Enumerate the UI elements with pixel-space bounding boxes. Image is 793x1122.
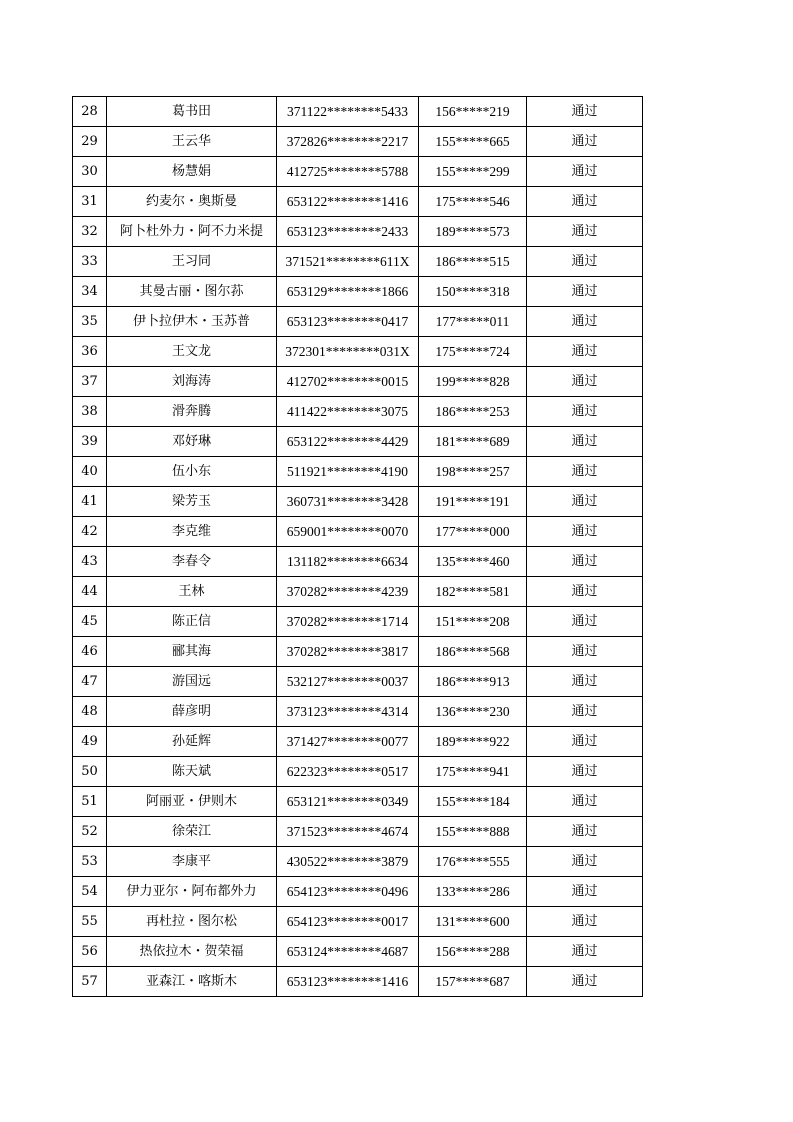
phone-number-cell: 198*****257	[419, 457, 527, 487]
id-number-cell: 653121********0349	[277, 787, 419, 817]
review-result-cell: 通过	[527, 907, 643, 937]
phone-number-cell: 131*****600	[419, 907, 527, 937]
row-number-cell: 52	[73, 817, 107, 847]
table-row	[73, 727, 643, 757]
phone-number-cell: 176*****555	[419, 847, 527, 877]
roster-table	[72, 96, 643, 997]
table-row	[73, 667, 643, 697]
table-row	[73, 967, 643, 997]
review-result-cell: 通过	[527, 397, 643, 427]
table-row	[73, 187, 643, 217]
id-number-cell: 370282********3817	[277, 637, 419, 667]
id-number-cell: 412725********5788	[277, 157, 419, 187]
person-name-cell: 陈天斌	[107, 757, 277, 787]
phone-number-cell: 136*****230	[419, 697, 527, 727]
table-row	[73, 97, 643, 127]
phone-number-cell: 189*****573	[419, 217, 527, 247]
id-number-cell: 653123********0417	[277, 307, 419, 337]
person-name-cell: 其曼古丽・图尔荪	[107, 277, 277, 307]
phone-number-cell: 186*****515	[419, 247, 527, 277]
phone-number-cell: 186*****913	[419, 667, 527, 697]
table-row	[73, 457, 643, 487]
person-name-cell: 伊卜拉伊木・玉苏普	[107, 307, 277, 337]
person-name-cell: 王林	[107, 577, 277, 607]
id-number-cell: 654123********0496	[277, 877, 419, 907]
phone-number-cell: 177*****000	[419, 517, 527, 547]
row-number-cell: 32	[73, 217, 107, 247]
review-result-cell: 通过	[527, 427, 643, 457]
phone-number-cell: 133*****286	[419, 877, 527, 907]
row-number-cell: 51	[73, 787, 107, 817]
person-name-cell: 热依拉木・贺荣福	[107, 937, 277, 967]
id-number-cell: 131182********6634	[277, 547, 419, 577]
review-result-cell: 通过	[527, 307, 643, 337]
phone-number-cell: 155*****665	[419, 127, 527, 157]
id-number-cell: 360731********3428	[277, 487, 419, 517]
row-number-cell: 44	[73, 577, 107, 607]
review-result-cell: 通过	[527, 547, 643, 577]
phone-number-cell: 186*****568	[419, 637, 527, 667]
row-number-cell: 55	[73, 907, 107, 937]
review-result-cell: 通过	[527, 367, 643, 397]
table-row	[73, 817, 643, 847]
review-result-cell: 通过	[527, 637, 643, 667]
person-name-cell: 阿卜杜外力・阿不力米提	[107, 217, 277, 247]
person-name-cell: 伊力亚尔・阿布都外力	[107, 877, 277, 907]
review-result-cell: 通过	[527, 337, 643, 367]
table-row	[73, 157, 643, 187]
phone-number-cell: 155*****888	[419, 817, 527, 847]
person-name-cell: 邓妤琳	[107, 427, 277, 457]
person-name-cell: 陈正信	[107, 607, 277, 637]
table-row	[73, 877, 643, 907]
id-number-cell: 532127********0037	[277, 667, 419, 697]
table-row	[73, 847, 643, 877]
table-row	[73, 787, 643, 817]
review-result-cell: 通过	[527, 277, 643, 307]
review-result-cell: 通过	[527, 667, 643, 697]
table-row	[73, 637, 643, 667]
phone-number-cell: 175*****546	[419, 187, 527, 217]
id-number-cell: 654123********0017	[277, 907, 419, 937]
id-number-cell: 430522********3879	[277, 847, 419, 877]
review-result-cell: 通过	[527, 607, 643, 637]
id-number-cell: 372301********031X	[277, 337, 419, 367]
id-number-cell: 653124********4687	[277, 937, 419, 967]
id-number-cell: 373123********4314	[277, 697, 419, 727]
table-row	[73, 127, 643, 157]
table-row	[73, 307, 643, 337]
person-name-cell: 孙延辉	[107, 727, 277, 757]
review-result-cell: 通过	[527, 457, 643, 487]
row-number-cell: 29	[73, 127, 107, 157]
table-row	[73, 547, 643, 577]
review-result-cell: 通过	[527, 97, 643, 127]
review-result-cell: 通过	[527, 217, 643, 247]
row-number-cell: 57	[73, 967, 107, 997]
row-number-cell: 53	[73, 847, 107, 877]
id-number-cell: 653129********1866	[277, 277, 419, 307]
person-name-cell: 李春令	[107, 547, 277, 577]
row-number-cell: 50	[73, 757, 107, 787]
review-result-cell: 通过	[527, 877, 643, 907]
table-row	[73, 907, 643, 937]
phone-number-cell: 175*****941	[419, 757, 527, 787]
table-row	[73, 697, 643, 727]
id-number-cell: 370282********4239	[277, 577, 419, 607]
id-number-cell: 371122********5433	[277, 97, 419, 127]
phone-number-cell: 199*****828	[419, 367, 527, 397]
person-name-cell: 阿丽亚・伊则木	[107, 787, 277, 817]
table-row	[73, 577, 643, 607]
table-row	[73, 937, 643, 967]
review-result-cell: 通过	[527, 817, 643, 847]
phone-number-cell: 175*****724	[419, 337, 527, 367]
person-name-cell: 伍小东	[107, 457, 277, 487]
id-number-cell: 653122********4429	[277, 427, 419, 457]
review-result-cell: 通过	[527, 847, 643, 877]
person-name-cell: 约麦尔・奥斯曼	[107, 187, 277, 217]
table-row	[73, 517, 643, 547]
phone-number-cell: 182*****581	[419, 577, 527, 607]
review-result-cell: 通过	[527, 727, 643, 757]
row-number-cell: 49	[73, 727, 107, 757]
person-name-cell: 薛彦明	[107, 697, 277, 727]
id-number-cell: 511921********4190	[277, 457, 419, 487]
row-number-cell: 33	[73, 247, 107, 277]
row-number-cell: 42	[73, 517, 107, 547]
review-result-cell: 通过	[527, 517, 643, 547]
review-result-cell: 通过	[527, 757, 643, 787]
phone-number-cell: 151*****208	[419, 607, 527, 637]
row-number-cell: 46	[73, 637, 107, 667]
id-number-cell: 653123********2433	[277, 217, 419, 247]
person-name-cell: 滑奔腾	[107, 397, 277, 427]
table-row	[73, 607, 643, 637]
row-number-cell: 35	[73, 307, 107, 337]
person-name-cell: 葛书田	[107, 97, 277, 127]
phone-number-cell: 155*****184	[419, 787, 527, 817]
id-number-cell: 371523********4674	[277, 817, 419, 847]
person-name-cell: 梁芳玉	[107, 487, 277, 517]
phone-number-cell: 189*****922	[419, 727, 527, 757]
row-number-cell: 31	[73, 187, 107, 217]
table-row	[73, 337, 643, 367]
row-number-cell: 54	[73, 877, 107, 907]
person-name-cell: 郦其海	[107, 637, 277, 667]
person-name-cell: 李康平	[107, 847, 277, 877]
phone-number-cell: 191*****191	[419, 487, 527, 517]
id-number-cell: 659001********0070	[277, 517, 419, 547]
phone-number-cell: 156*****219	[419, 97, 527, 127]
table-row	[73, 217, 643, 247]
id-number-cell: 370282********1714	[277, 607, 419, 637]
row-number-cell: 30	[73, 157, 107, 187]
person-name-cell: 李克维	[107, 517, 277, 547]
person-name-cell: 王习同	[107, 247, 277, 277]
person-name-cell: 王文龙	[107, 337, 277, 367]
id-number-cell: 371521********611X	[277, 247, 419, 277]
review-result-cell: 通过	[527, 187, 643, 217]
row-number-cell: 47	[73, 667, 107, 697]
table-row	[73, 277, 643, 307]
table-row	[73, 367, 643, 397]
row-number-cell: 37	[73, 367, 107, 397]
review-result-cell: 通过	[527, 157, 643, 187]
id-number-cell: 371427********0077	[277, 727, 419, 757]
row-number-cell: 45	[73, 607, 107, 637]
phone-number-cell: 156*****288	[419, 937, 527, 967]
row-number-cell: 48	[73, 697, 107, 727]
review-result-cell: 通过	[527, 697, 643, 727]
row-number-cell: 36	[73, 337, 107, 367]
table-row	[73, 247, 643, 277]
phone-number-cell: 177*****011	[419, 307, 527, 337]
id-number-cell: 653122********1416	[277, 187, 419, 217]
id-number-cell: 412702********0015	[277, 367, 419, 397]
row-number-cell: 43	[73, 547, 107, 577]
person-name-cell: 杨慧娟	[107, 157, 277, 187]
id-number-cell: 372826********2217	[277, 127, 419, 157]
review-result-cell: 通过	[527, 487, 643, 517]
person-name-cell: 徐荣江	[107, 817, 277, 847]
id-number-cell: 653123********1416	[277, 967, 419, 997]
person-name-cell: 王云华	[107, 127, 277, 157]
row-number-cell: 56	[73, 937, 107, 967]
phone-number-cell: 186*****253	[419, 397, 527, 427]
row-number-cell: 34	[73, 277, 107, 307]
phone-number-cell: 135*****460	[419, 547, 527, 577]
phone-number-cell: 150*****318	[419, 277, 527, 307]
id-number-cell: 411422********3075	[277, 397, 419, 427]
table-row	[73, 427, 643, 457]
row-number-cell: 38	[73, 397, 107, 427]
person-name-cell: 再杜拉・图尔松	[107, 907, 277, 937]
phone-number-cell: 155*****299	[419, 157, 527, 187]
person-name-cell: 游国远	[107, 667, 277, 697]
row-number-cell: 39	[73, 427, 107, 457]
roster-table-body	[73, 97, 643, 997]
phone-number-cell: 181*****689	[419, 427, 527, 457]
review-result-cell: 通过	[527, 577, 643, 607]
review-result-cell: 通过	[527, 787, 643, 817]
review-result-cell: 通过	[527, 127, 643, 157]
table-row	[73, 487, 643, 517]
review-result-cell: 通过	[527, 937, 643, 967]
table-row	[73, 397, 643, 427]
row-number-cell: 41	[73, 487, 107, 517]
review-result-cell: 通过	[527, 247, 643, 277]
row-number-cell: 40	[73, 457, 107, 487]
person-name-cell: 亚森江・喀斯木	[107, 967, 277, 997]
row-number-cell: 28	[73, 97, 107, 127]
table-row	[73, 757, 643, 787]
review-result-cell: 通过	[527, 967, 643, 997]
id-number-cell: 622323********0517	[277, 757, 419, 787]
phone-number-cell: 157*****687	[419, 967, 527, 997]
person-name-cell: 刘海涛	[107, 367, 277, 397]
